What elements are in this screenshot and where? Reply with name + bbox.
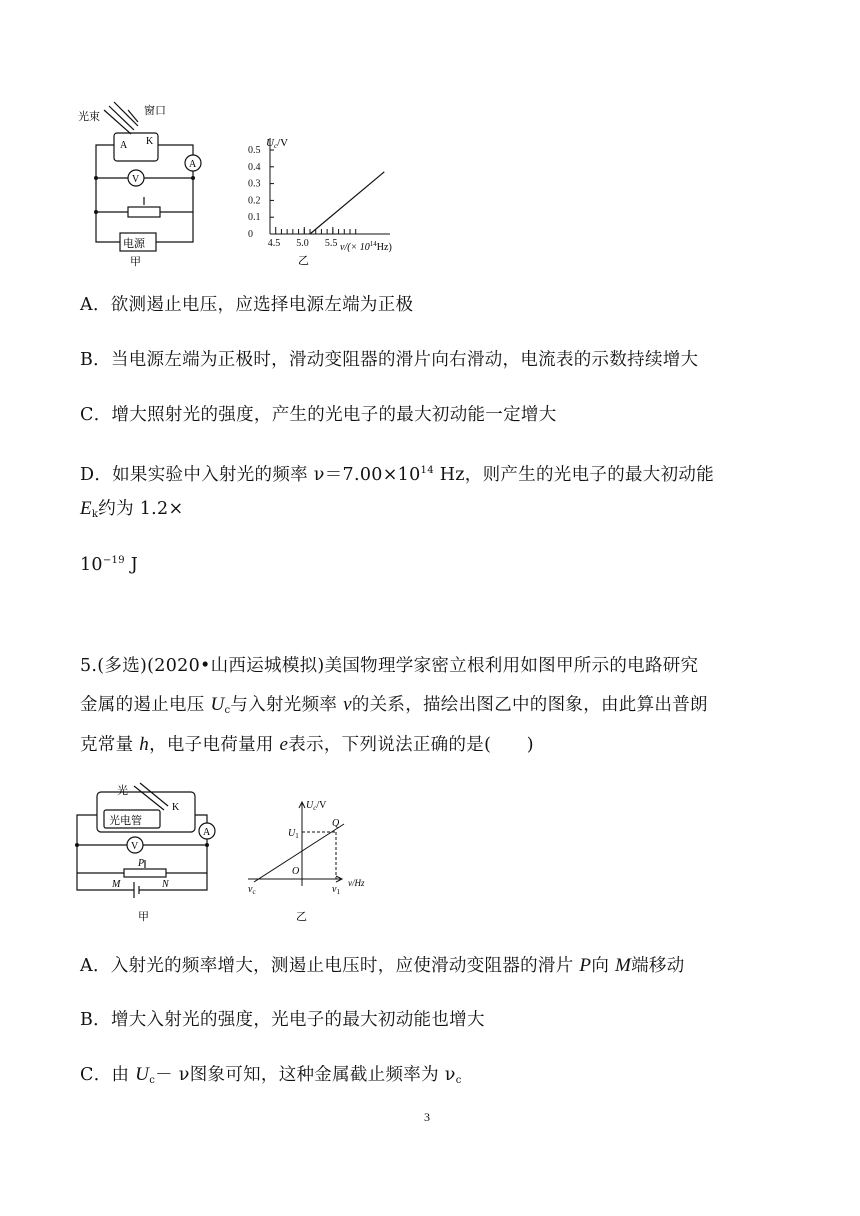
graph2-u1: $U_1$ [288,828,299,840]
graph1-data-line [310,172,384,234]
graph1-x-tick-label: 5.0 [296,238,309,249]
label-ammeter-2: A [203,827,211,838]
page-number: 3 [424,1110,430,1124]
graph1-x-tick-label: 5.5 [324,238,338,249]
graph2-origin: O [292,866,300,877]
label-phototube: 光电管 [109,815,142,827]
figure1-circuit [76,100,216,270]
label-end-m: M [112,879,121,890]
figure1-graph [240,128,420,268]
graph1-y-tick-label: 0.5 [248,145,261,156]
caption-jia-1: 甲 [130,256,141,268]
q4-option-d-line3: $10^{-19}$ J [80,555,139,575]
caption-yi-1: 乙 [298,255,309,267]
label-light: 光 [117,785,128,797]
q5-stem-line3: 克常量 h，电子电荷量用 e表示，下列说法正确的是( ) [80,734,534,755]
figure2-circuit [72,780,232,930]
graph1-y-tick-label: 0.2 [248,195,261,207]
graph1-y-tick-label: 0.3 [248,178,261,190]
label-end-n: N [162,879,169,890]
graph2-nu-1: $\nu_1$ [332,884,340,896]
q5-option-a: A．入射光的频率增大，测遏止电压时，应使滑动变阻器的滑片 P向 M端移动 [80,955,685,976]
label-window: 窗口 [144,105,166,117]
label-anode: A [120,140,128,151]
q5-option-b: B．增大入射光的强度，光电子的最大初动能也增大 [80,1010,485,1030]
label-cathode-2: K [172,802,180,813]
q4-option-a: A．欲测遏止电压，应选择电源左端为正极 [80,295,414,315]
graph2-xlabel: ν/Hz [348,878,365,888]
graph1-y-tick-label: 0.4 [248,161,261,173]
label-voltmeter-2: V [131,841,139,852]
figure2-graph [244,796,384,926]
graph2-point-q: Q [332,818,340,829]
q4-option-d-line1: D．如果实验中入射光的频率 $\nu=7.00\times 10^{14}$ Hz，则产生的光电子的最大初动能 [80,465,715,485]
q5-option-c: C．由 $U_c- \nu$图象可知，这种金属截止频率为 $\nu_c$ [80,1064,462,1086]
q4-option-d-line2: $E_k$约为 1.2× [80,498,184,520]
graph1-x-tick-label: 4.5 [267,238,281,249]
q5-stem-line2: 金属的遏止电压 $U_c$与入射光频率 ν的关系，描绘出图乙中的图象，由此算出普朗 [80,694,708,716]
graph1-y-tick-label: 0 [248,229,253,240]
graph1-y-tick-label: 0.1 [248,212,261,224]
q5-stem-line1: 5.(多选)(2020•山西运城模拟)美国物理学家密立根利用如图甲所示的电路研究 [80,656,699,676]
q4-option-b: B．当电源左端为正极时，滑动变阻器的滑片向右滑动，电流表的示数持续增大 [80,350,699,370]
caption-yi-2: 乙 [296,911,307,923]
label-voltmeter: V [132,174,140,185]
caption-jia-2: 甲 [138,911,149,923]
label-ammeter: A [189,159,197,170]
label-slider-p: P [138,858,145,869]
label-light-beam: 光束 [78,111,100,123]
label-power-supply: 电源 [123,238,145,250]
graph1-xlabel: $\nu/(\times 10^{14}Hz)$ [340,240,392,253]
graph1-ylabel: Uc/V [266,137,289,150]
label-cathode: K [146,136,154,147]
graph2-ylabel: $U_c/V$ [306,800,327,812]
graph2-nu-c: $\nu_c$ [248,884,256,896]
q4-option-c: C．增大照射光的强度，产生的光电子的最大初动能一定增大 [80,405,557,425]
